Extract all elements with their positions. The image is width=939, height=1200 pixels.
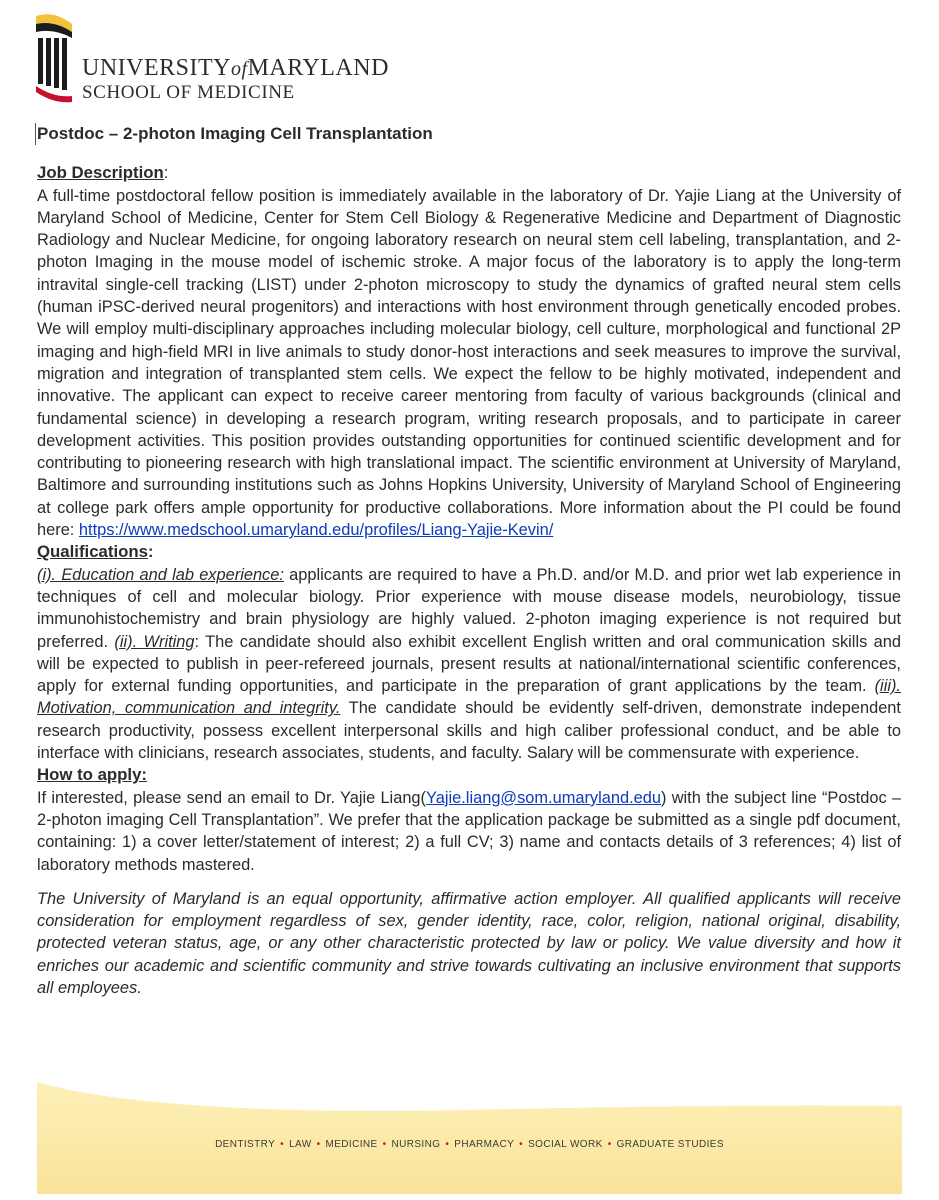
footer-band xyxy=(37,1076,902,1194)
logo-university-name: UNIVERSITYofMARYLAND xyxy=(82,55,389,81)
footer-school: GRADUATE STUDIES xyxy=(616,1139,724,1150)
how-to-apply-heading: How to apply: xyxy=(37,765,148,785)
footer-school: DENTISTRY xyxy=(215,1139,276,1150)
footer-school: MEDICINE xyxy=(325,1139,378,1150)
pi-profile-link[interactable]: https://www.medschool.umaryland.edu/profiles/Liang-Yajie-Kevin/ xyxy=(78,521,554,540)
job-description-heading: Job Description xyxy=(37,163,164,183)
logo-school-name: SCHOOL OF MEDICINE xyxy=(82,82,295,103)
footer-schools-list: DENTISTRY • LAW • MEDICINE • NURSING • PHARMACY • SOCIAL WORK • GRADUATE STUDIES xyxy=(215,1139,724,1150)
umaryland-shield-icon xyxy=(34,12,74,104)
footer-school: SOCIAL WORK xyxy=(528,1139,603,1150)
footer-school: PHARMACY xyxy=(454,1139,515,1150)
job-posting xyxy=(37,123,901,999)
qualifications-section: Qualifications: (i). Education and lab experience: applicants are required to have a Ph.D. and/or M.D. and prior wet lab experience in techniques of cell and molecular biology. Prior experience with mouse disease models, neurobiology, tissue immunohistochemistry and brain physiology are highly valued. 2-photon imaging experience is not required but preferred. (ii). Writing: The candidate should also exhibit excellent English written and oral communication skills and will be expected to publish in peer-refereed journals, present results at national/international scientific conferences, apply for external funding opportunities, and participate in the preparation of grant applications by the team. (iii). Motivation, communication and integrity. The candidate should be evidently self-driven, demonstrate independent research productivity, possess excellent interpersonal skills and high caliber professional conduct, and be able to interface with clinicians, research associates, students, and faculty. Salary will be commensurate with experience. xyxy=(37,542,902,763)
how-to-apply-section: How to apply: If interested, please send an email to Dr. Yajie Liang(Yajie.liang@som.umaryland.edu) with the subject line “Postdoc – 2-photon imaging Cell Transplantation”. We prefer that the application package be submitted as a single pdf document, containing: 1) a cover letter/statement of interest; 2) a full CV; 3) name and contacts details of 3 references; 4) list of laboratory methods mastered. xyxy=(37,765,901,874)
qualifications-heading: Qualifications xyxy=(37,542,148,562)
contact-email-link[interactable]: Yajie.liang@som.umaryland.edu xyxy=(426,788,662,807)
eeo-statement: The University of Maryland is an equal opportunity, affirmative action employer. All qualified applicants will receive consideration for employment regardless of sex, gender identity, race, color, religion, national original, disability, protected veteran status, age, or any other characteristic protected by law or policy. We value diversity and how it enriches our academic and scientific community and strive towards cultivating an inclusive environment that supports all employees. xyxy=(37,889,901,997)
footer-school: NURSING xyxy=(391,1139,441,1150)
footer-school: LAW xyxy=(289,1139,312,1150)
page-title: Postdoc – 2-photon Imaging Cell Transplantation xyxy=(35,123,901,145)
footer-wave-shape xyxy=(37,1076,902,1194)
job-description-text: A full-time postdoctoral fellow position is immediately available in the laboratory of Dr. Yajie Liang at the University of Maryland School of Medicine, Center for Stem Cell Biology & Regenerative Medicine and Department of Diagnostic Radiology and Nuclear Medicine, for ongoing laboratory research on neural stem cell labeling, transplantation, and 2-photon Imaging in the mouse model of ischemic stroke. A major focus of the laboratory is to apply the long-term intravital single-cell tracking (LIST) under 2-photon microscopy to study the dynamics of grafted neural stem cells (human iPSC-derived neural progenitors) and interactions with host environment through genetically encoded probes. We will employ multi-disciplinary approaches including molecular biology, cell culture, morphological and functional 2P imaging and high-field MRI in live animals to study donor-host interactions and seek measures to improve the survival, migration and integration of transplanted stem cells. We expect the fellow to be highly motivated, independent and innovative. The applicant can expect to receive career mentoring from faculty of various backgrounds (clinical and fundamental science) in developing a research program, writing research proposals, and to participate in career development activities. This position provides outstanding opportunities for continued scientific development and for contributing to pioneering research with high translational impact. The scientific environment at University of Maryland, Baltimore and surrounding institutions such as Johns Hopkins University, University of Maryland School of Engineering at college park offers ample opportunity for productive collaborations. More information about the PI could be found here: xyxy=(37,186,901,540)
university-logo xyxy=(34,12,394,104)
qualification-writing-label: (ii). Writing xyxy=(114,632,195,651)
job-description-section: Job Description: A full-time postdoctoral fellow position is immediately available in the laboratory of Dr. Yajie Liang at the University of Maryland School of Medicine, Center for Stem Cell Biology & Regenerative Medicine and Department of Diagnostic Radiology and Nuclear Medicine, for ongoing laboratory research on neural stem cell labeling, transplantation, and 2-photon Imaging in the mouse model of ischemic stroke. A major focus of the laboratory is to apply the long-term intravital single-cell tracking (LIST) under 2-photon microscopy to study the dynamics of grafted neural stem cells (human iPSC-derived neural progenitors) and interactions with host environment through genetically encoded probes. We will employ multi-disciplinary approaches including molecular biology, cell culture, morphological and functional 2P imaging and high-field MRI in live animals to study donor-host interactions and seek measures to improve the survival, migration and integration of transplanted stem cells. We expect the fellow to be highly motivated, independent and innovative. The applicant can expect to receive career mentoring from faculty of various backgrounds (clinical and fundamental science) in developing a research program, writing research proposals, and to participate in career development activities. This position provides outstanding opportunities for continued scientific development and for contributing to pioneering research with high translational impact. The scientific environment at University of Maryland, Baltimore and surrounding institutions such as Johns Hopkins University, University of Maryland School of Engineering at college park offers ample opportunity for productive collaborations. More information about the PI could be found here: https://www.medschool.umaryland.edu/profiles/Liang-Yajie-Kevin/ xyxy=(37,163,901,540)
qualification-education-label: (i). Education and lab experience: xyxy=(37,565,284,584)
qualification-motivation-label: (iii). Motivation, communication and integrity. xyxy=(37,677,901,718)
